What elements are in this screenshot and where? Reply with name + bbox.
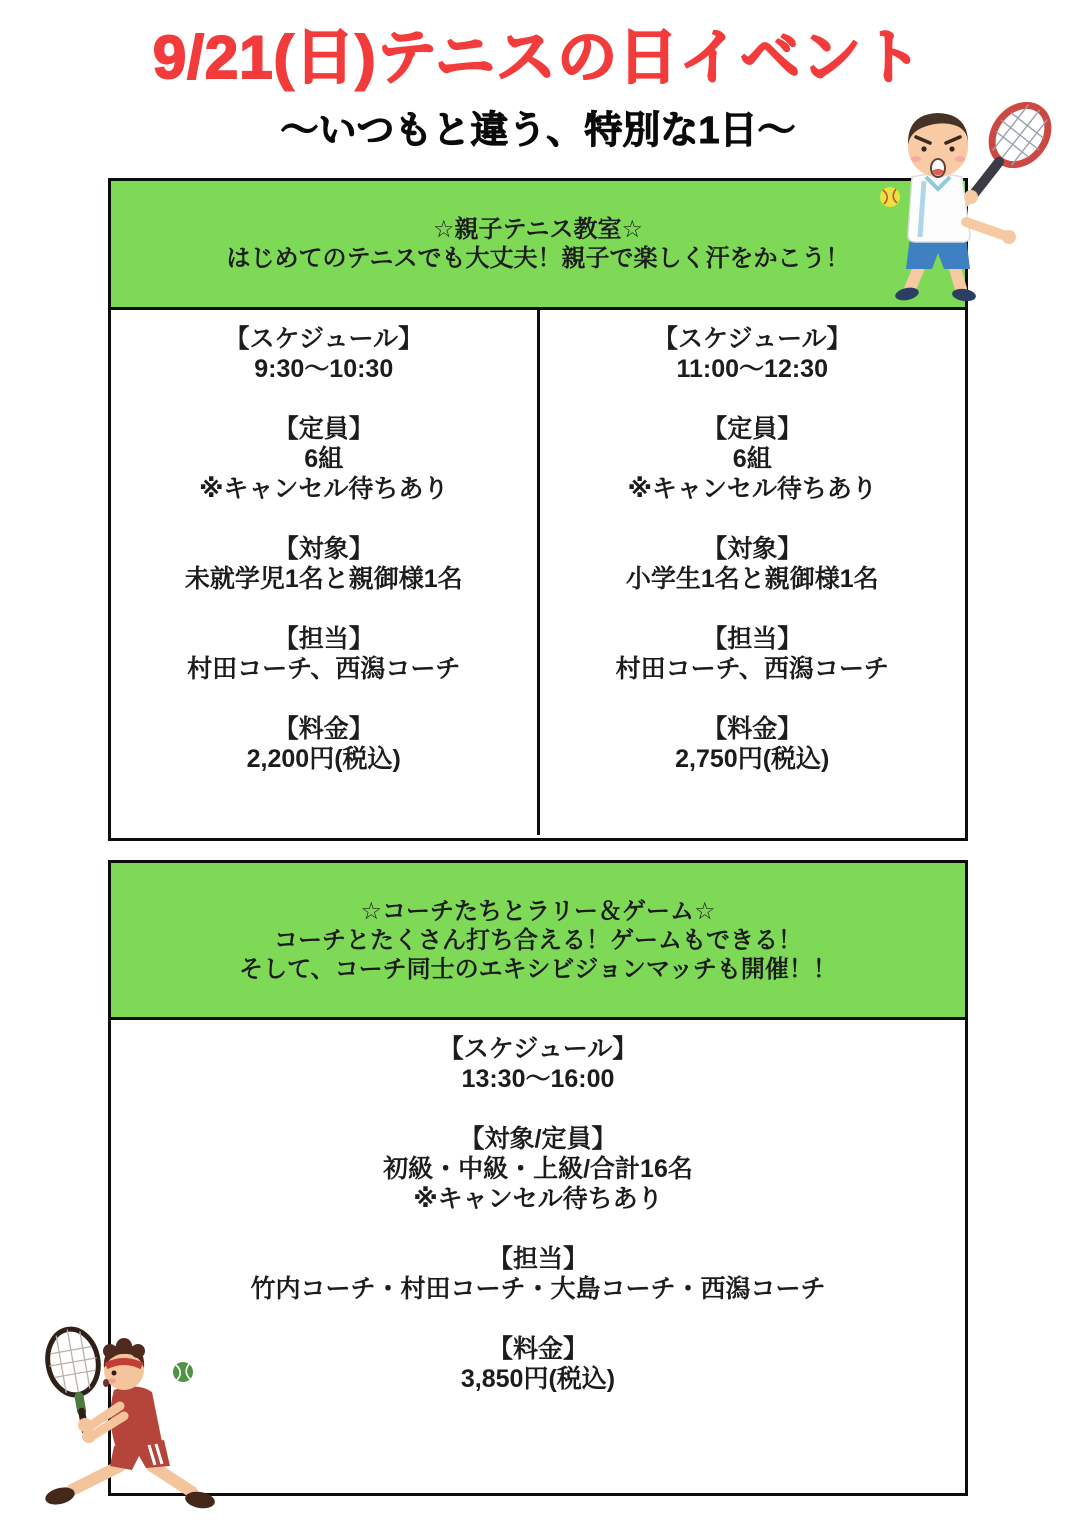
capacity-group — [111, 414, 537, 504]
staff-label: 【担当】 — [273, 625, 374, 653]
target-value: 未就学児1名と親御様1名 — [184, 565, 463, 593]
session-column-midday — [540, 310, 966, 835]
capacity-group — [540, 414, 966, 504]
price-label: 【料金】 — [273, 715, 374, 743]
capacity-value: 6組 — [304, 445, 344, 473]
capacity-note: ※キャンセル待ちあり — [199, 475, 449, 503]
capacity-value: 6組 — [732, 445, 772, 473]
capacity-note: ※キャンセル待ちあり — [627, 475, 877, 503]
staff-value: 村田コーチ、西潟コーチ — [615, 655, 889, 683]
section-rally-description-1: コーチとたくさん打ち合える！ゲームもできる！ — [274, 926, 802, 954]
target-capacity-group — [111, 1124, 965, 1214]
target-capacity-value: 初級・中級・上級/合計16名 — [383, 1155, 693, 1183]
price-value: 2,200円(税込) — [246, 745, 401, 773]
target-capacity-label: 【対象/定員】 — [459, 1125, 617, 1153]
schedule-value: 13:30〜16:00 — [461, 1065, 615, 1093]
schedule-label: 【スケジュール】 — [438, 1035, 638, 1063]
section-oyako-header — [111, 181, 965, 310]
target-value: 小学生1名と親御様1名 — [625, 565, 879, 593]
price-value: 2,750円(税込) — [675, 745, 830, 773]
staff-label: 【担当】 — [702, 625, 803, 653]
target-group — [540, 534, 966, 594]
staff-group — [540, 624, 966, 684]
tennis-player-boy-icon — [858, 85, 1076, 303]
price-group — [111, 714, 537, 774]
price-group — [540, 714, 966, 774]
target-label: 【対象】 — [702, 535, 803, 563]
target-group — [111, 534, 537, 594]
staff-value: 竹内コーチ・村田コーチ・大島コーチ・西潟コーチ — [250, 1275, 826, 1303]
capacity-label: 【定員】 — [702, 415, 803, 443]
staff-label: 【担当】 — [487, 1245, 588, 1273]
page-subtitle: 〜いつもと違う、特別な1日〜 — [280, 110, 796, 152]
schedule-label: 【スケジュール】 — [224, 325, 423, 353]
section-rally-description-2: そして、コーチ同士のエキシビジョンマッチも開催！！ — [239, 955, 837, 983]
yellow-tennis-ball-icon — [880, 187, 900, 207]
schedule-label: 【スケジュール】 — [652, 325, 852, 353]
section-oyako-description: はじめてのテニスでも大丈夫！親子で楽しく汗をかこう！ — [226, 245, 850, 272]
price-label: 【料金】 — [487, 1335, 588, 1363]
section-oyako-title: ☆親子テニス教室☆ — [432, 216, 644, 243]
staff-group — [111, 1244, 965, 1304]
price-label: 【料金】 — [702, 715, 803, 743]
green-tennis-ball-icon — [173, 1362, 193, 1382]
capacity-label: 【定員】 — [273, 415, 374, 443]
staff-group — [111, 624, 537, 684]
session-column-morning — [111, 310, 540, 835]
schedule-value: 11:00〜12:30 — [676, 355, 828, 383]
section-rally-title: ☆コーチたちとラリー＆ゲーム☆ — [360, 897, 716, 925]
staff-value: 村田コーチ、西潟コーチ — [187, 655, 461, 683]
target-capacity-note: ※キャンセル待ちあり — [413, 1185, 663, 1213]
schedule-group — [111, 1034, 965, 1094]
target-label: 【対象】 — [273, 535, 374, 563]
schedule-group — [111, 324, 537, 384]
price-value: 3,850円(税込) — [460, 1365, 616, 1393]
tennis-player-red-kid-icon — [28, 1320, 250, 1518]
section-oyako-tennis — [108, 178, 968, 841]
page-title: 9/21(日)テニスの日イベント — [152, 24, 924, 91]
schedule-group — [540, 324, 966, 384]
schedule-value: 9:30〜10:30 — [254, 355, 394, 383]
section-rally-header — [111, 863, 965, 1020]
session-columns — [111, 310, 965, 835]
